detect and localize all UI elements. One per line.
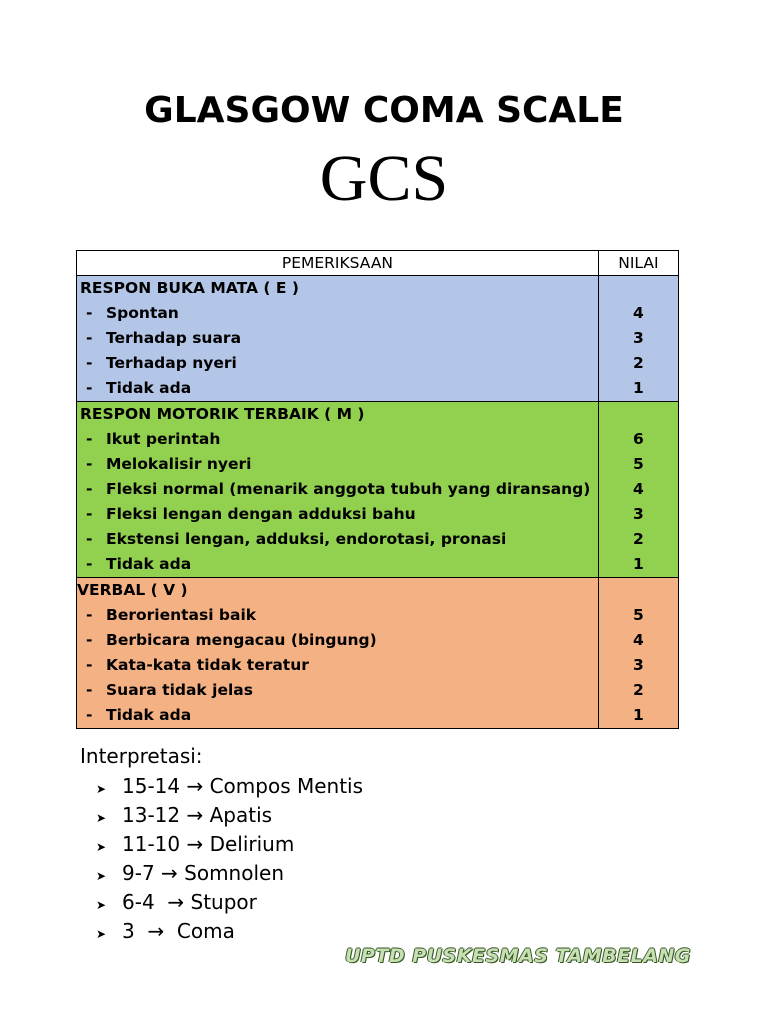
- item-value: 3: [633, 656, 644, 674]
- item-label: Fleksi lengan dengan adduksi bahu: [106, 505, 416, 523]
- item-label: Ekstensi lengan, adduksi, endorotasi, pronasi: [106, 530, 507, 548]
- list-item: - Berorientasi baik: [86, 606, 257, 624]
- list-item: [80, 801, 363, 830]
- item-label: Terhadap nyeri: [106, 354, 237, 372]
- interpretation-text: 15-14 → Compos Mentis: [122, 774, 364, 798]
- list-item: - Fleksi lengan dengan adduksi bahu: [86, 505, 416, 523]
- list-item: [80, 830, 363, 859]
- item-value: 4: [633, 304, 644, 322]
- interpretation-text: 9-7 → Somnolen: [122, 861, 285, 885]
- item-value: 3: [633, 505, 644, 523]
- list-item: - Terhadap nyeri: [86, 354, 237, 372]
- arrow-bullet-icon: ➤: [95, 869, 107, 883]
- page-title: GLASGOW COMA SCALE: [144, 90, 624, 131]
- list-item: [80, 772, 363, 801]
- interpretation-text: 6-4 → Stupor: [122, 890, 257, 914]
- item-value: 5: [633, 606, 644, 624]
- list-item: - Tidak ada: [86, 706, 192, 724]
- item-value: 6: [633, 430, 644, 448]
- list-item: - Kata-kata tidak teratur: [86, 656, 309, 674]
- section-verbal-response: [77, 578, 679, 729]
- arrow-bullet-icon: ➤: [95, 840, 107, 854]
- item-value: 1: [633, 379, 644, 397]
- section-eye-response: [77, 276, 679, 402]
- interpretation-text: 13-12 → Apatis: [122, 803, 273, 827]
- interpretation-text: 11-10 → Delirium: [122, 832, 295, 856]
- item-label: Spontan: [106, 304, 179, 322]
- item-value: 1: [633, 706, 644, 724]
- item-label: Tidak ada: [106, 706, 192, 724]
- item-label: Tidak ada: [106, 379, 192, 397]
- item-value: 2: [633, 530, 644, 548]
- section-items: [77, 578, 599, 729]
- item-label: Tidak ada: [106, 555, 192, 573]
- list-item: - Fleksi normal (menarik anggota tubuh yang diransang): [86, 480, 591, 498]
- list-item: - Suara tidak jelas: [86, 681, 253, 699]
- header-nilai: NILAI: [598, 251, 678, 276]
- item-label: Fleksi normal (menarik anggota tubuh yang diransang): [106, 480, 591, 498]
- item-value: 4: [633, 480, 644, 498]
- arrow-bullet-icon: ➤: [95, 782, 107, 796]
- footer-organization: UPTD PUSKESMAS TAMBELANG: [345, 945, 691, 967]
- item-label: Terhadap suara: [106, 329, 242, 347]
- page-subtitle: GCS: [319, 142, 449, 215]
- section-motor-response: [77, 402, 679, 578]
- section-items: [77, 402, 599, 578]
- header-pemeriksaan: PEMERIKSAAN: [77, 251, 599, 276]
- item-label: Berbicara mengacau (bingung): [106, 631, 377, 649]
- section-values: [598, 578, 678, 729]
- item-value: 3: [633, 329, 644, 347]
- section-heading: RESPON BUKA MATA ( E ): [80, 279, 299, 297]
- item-value: 1: [633, 555, 644, 573]
- interpretation-text: 3 → Coma: [122, 919, 235, 943]
- gcs-table: [76, 250, 679, 729]
- list-item: - Tidak ada: [86, 555, 192, 573]
- list-item: [80, 888, 363, 917]
- list-item: - Berbicara mengacau (bingung): [86, 631, 377, 649]
- section-values: [598, 402, 678, 578]
- item-label: Ikut perintah: [106, 430, 221, 448]
- arrow-bullet-icon: ➤: [95, 811, 107, 825]
- section-heading: RESPON MOTORIK TERBAIK ( M ): [80, 405, 365, 423]
- list-item: - Tidak ada: [86, 379, 192, 397]
- item-value: 4: [633, 631, 644, 649]
- item-label: Berorientasi baik: [106, 606, 257, 624]
- section-heading: VERBAL ( V ): [77, 581, 188, 599]
- section-values: [598, 276, 678, 402]
- item-value: 5: [633, 455, 644, 473]
- interpretation-list: [80, 740, 363, 946]
- item-label: Kata-kata tidak teratur: [106, 656, 309, 674]
- list-item: [80, 917, 363, 946]
- arrow-bullet-icon: ➤: [95, 898, 107, 912]
- item-label: Suara tidak jelas: [106, 681, 253, 699]
- item-value: 2: [633, 354, 644, 372]
- arrow-bullet-icon: ➤: [95, 927, 107, 941]
- section-items: [77, 276, 599, 402]
- list-item: [80, 859, 363, 888]
- item-label: Melokalisir nyeri: [106, 455, 252, 473]
- list-item: - Melokalisir nyeri: [86, 455, 252, 473]
- table-header-row: [77, 251, 679, 276]
- item-value: 2: [633, 681, 644, 699]
- list-item: - Terhadap suara: [86, 329, 242, 347]
- list-item: - Spontan: [86, 304, 179, 322]
- list-item: - Ikut perintah: [86, 430, 221, 448]
- interpretation-title: Interpretasi:: [80, 744, 203, 768]
- list-item: - Ekstensi lengan, adduksi, endorotasi, pronasi: [86, 530, 507, 548]
